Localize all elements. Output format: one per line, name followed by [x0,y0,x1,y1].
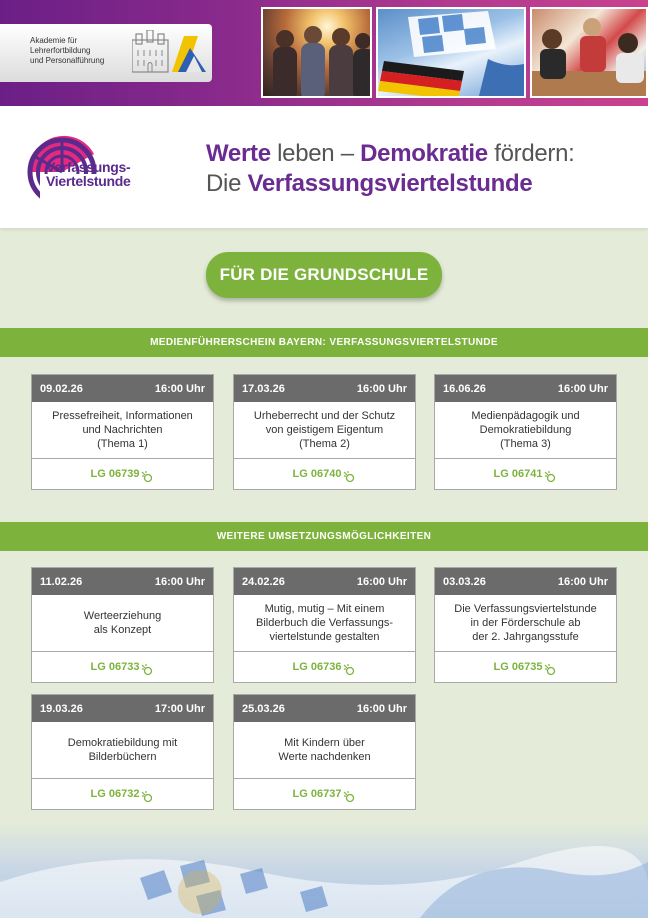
card-header [32,568,213,595]
course-time: 16:00 Uhr [356,702,407,715]
card-header [435,568,616,595]
click-cursor-icon [342,470,356,484]
click-cursor-icon [543,470,557,484]
click-cursor-icon [342,790,356,804]
course-title: Demokratiebildung mit Bilderbüchern [67,737,178,763]
course-title: Mit Kindern über Werte nachdenken [278,737,371,763]
course-code-link[interactable]: LG 06733 [32,651,213,682]
akademie-logo-panel [0,24,212,82]
course-code-link[interactable]: LG 06736 [234,651,415,682]
click-cursor-icon [342,663,356,677]
logo-line-2: Viertelstunde [46,173,131,189]
course-code-link[interactable]: LG 06739 [32,458,213,489]
course-time: 16:00 Uhr [154,575,205,588]
course-time: 16:00 Uhr [154,382,205,395]
course-title: Werteerziehung als Konzept [83,610,162,636]
photo-classroom [530,7,648,98]
top-banner [0,0,648,106]
course-card [233,567,416,683]
title-line-2: Die Verfassungsviertelstunde [206,170,533,197]
course-date: 24.02.26 [242,575,285,588]
course-time: 17:00 Uhr [154,702,205,715]
logo-wordmark [46,160,131,188]
course-card [233,374,416,490]
course-card [434,567,617,683]
course-time: 16:00 Uhr [356,575,407,588]
course-code-link[interactable]: LG 06735 [435,651,616,682]
course-title: Urheberrecht und der Schutz von geistigem Eigentum (Thema 2) [253,410,396,450]
course-code-link[interactable]: LG 06737 [234,778,415,809]
course-card [233,694,416,810]
course-date: 11.02.26 [40,575,83,588]
course-time: 16:00 Uhr [356,382,407,395]
card-header [234,695,415,722]
course-card [31,694,214,810]
course-code-link[interactable]: LG 06732 [32,778,213,809]
course-code-link[interactable]: LG 06740 [234,458,415,489]
course-title: Medienpädagogik und Demokratiebildung (Thema 3) [471,410,580,450]
card-header [32,695,213,722]
header [0,106,648,228]
course-card [434,374,617,490]
course-date: 03.03.26 [443,575,486,588]
course-time: 16:00 Uhr [557,575,608,588]
title-line-1: Werte leben – Demokratie fördern: [206,140,575,167]
click-cursor-icon [140,790,154,804]
photo-flags [376,7,526,98]
course-date: 25.03.26 [242,702,285,715]
course-date: 19.03.26 [40,702,83,715]
course-title: Die Verfassungsviertelstunde in der Förderschule ab der 2. Jahrgangsstufe [454,603,597,643]
card-header [435,375,616,402]
course-date: 17.03.26 [242,382,285,395]
course-date: 16.06.26 [443,382,486,395]
course-time: 16:00 Uhr [557,382,608,395]
click-cursor-icon [543,663,557,677]
course-card [31,567,214,683]
course-code-link[interactable]: LG 06741 [435,458,616,489]
course-title: Pressefreiheit, Informationen und Nachrichten (Thema 1) [52,410,193,450]
footer-flag-decoration [0,822,648,918]
card-header [32,375,213,402]
castle-emblem-icon [132,30,208,76]
card-header [234,568,415,595]
course-title: Mutig, mutig – Mit einem Bilderbuch die Verfassungs- viertelstunde gestalten [256,603,393,643]
click-cursor-icon [140,663,154,677]
grundschule-button[interactable]: FÜR DIE GRUNDSCHULE [206,252,442,298]
akademie-logo-text: Akademie für Lehrerfortbildung und Personalführung [30,36,105,65]
section-title-weitere: WEITERE UMSETZUNGSMÖGLICHKEITEN [0,522,648,551]
logo-line-1: Verfassungs- [46,159,131,175]
course-card [31,374,214,490]
course-date: 09.02.26 [40,382,83,395]
photo-group-hug [261,7,372,98]
page-title [206,139,575,199]
section-title-medienfuehrerschein: MEDIENFÜHRERSCHEIN BAYERN: VERFASSUNGSVIERTELSTUNDE [0,328,648,357]
bavarian-flag-icon [0,822,648,918]
click-cursor-icon [140,470,154,484]
card-header [234,375,415,402]
